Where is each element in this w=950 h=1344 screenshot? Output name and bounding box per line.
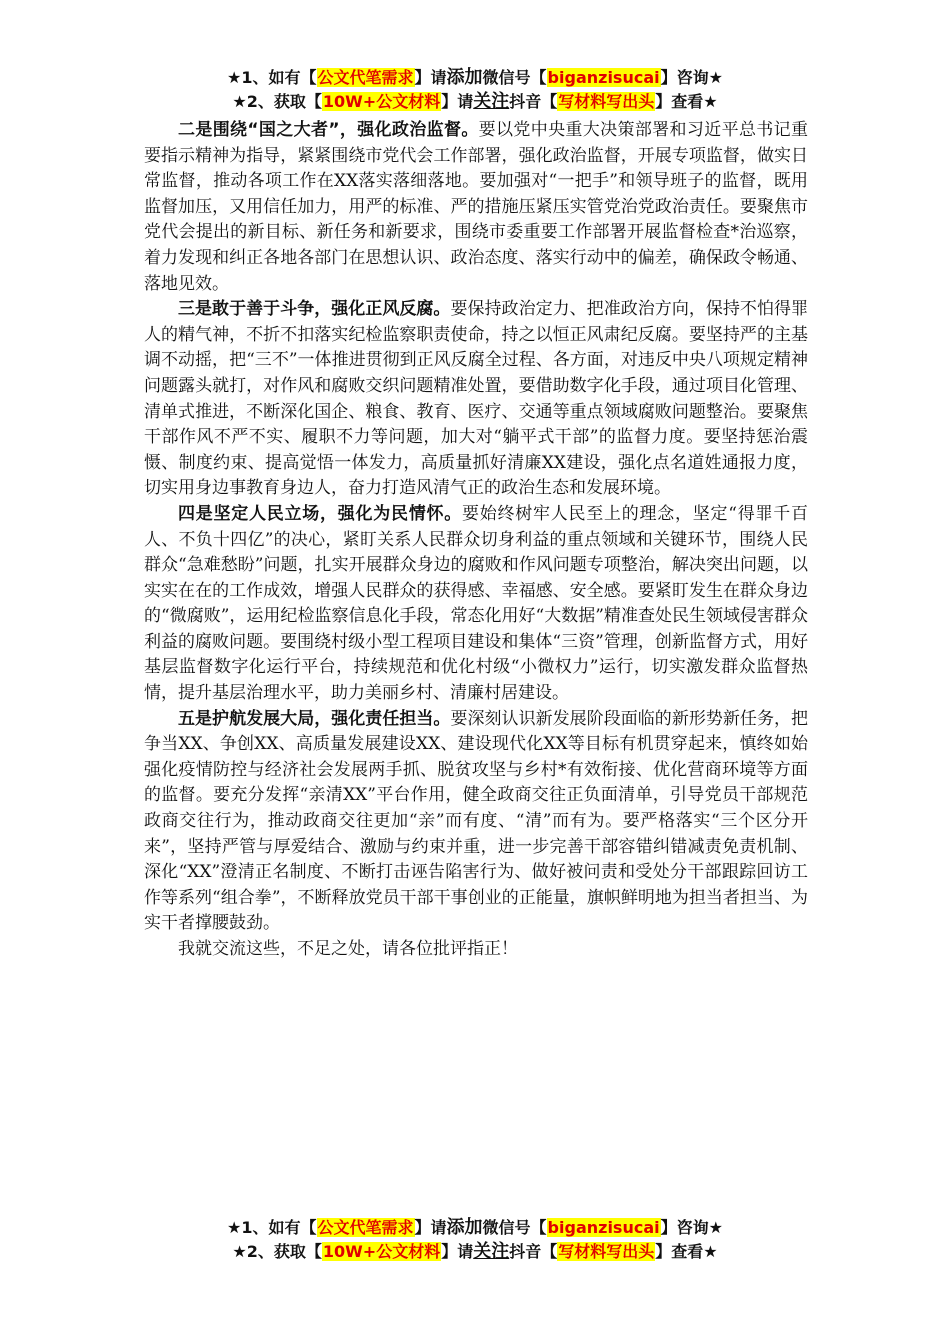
highlight-wechat-id: biganzisucai — [547, 68, 660, 87]
banner-text: 】查看★ — [655, 92, 718, 111]
banner-text: ★2、获取【 — [232, 92, 322, 111]
paragraph — [144, 502, 808, 707]
banner-emphasis: 关注 — [473, 91, 510, 112]
highlight-douyin: 写材料写出头 — [558, 1242, 655, 1261]
highlight-douyin: 写材料写出头 — [558, 92, 655, 111]
banner-text: 微信号【 — [482, 68, 547, 87]
banner-text: 】请 — [441, 92, 474, 111]
highlight-service: 公文代笔需求 — [317, 68, 414, 87]
paragraph — [144, 297, 808, 502]
paragraph-body: 要深刻认识新发展阶段面临的新形势新任务，把争当XX、争创XX、高质量发展建设XX、建设现代化XX等目标有机贯穿起来，慎终如始强化疫情防控与经济社会发展两手抓、脱贫攻坚与乡村*有效衔接、优化营商环境等方面的监督。要充分发挥“亲清XX”平台作用，健全政商交往正负面清单，引导党员干部规范政商交往行为，推动政商交往更加“亲”而有度、“清”而有为。要严格落实“三个区分开来”，坚持严管与厚爱结合、激励与约束并重，进一步完善干部容错纠错减责免责机制、深化“XX”澄清正名制度、不断打击诬告陷害行为、做好被问责和受处分干部跟踪回访工作等系列“组合拳”，不断释放党员干部干事创业的正能量，旗帜鲜明地为担当者担当、为实干者撑腰鼓劲。 — [144, 708, 809, 934]
banner-text: ★2、获取【 — [232, 1242, 322, 1261]
paragraph-lead: 四是坚定人民立场，强化为民情怀。 — [178, 503, 463, 524]
banner-line-1 — [0, 66, 950, 90]
banner-line-2 — [0, 90, 950, 114]
banner-text: 】请 — [414, 1218, 447, 1237]
paragraph-lead: 五是护航发展大局，强化责任担当。 — [178, 708, 451, 729]
banner-text: 】咨询★ — [660, 68, 723, 87]
closing-paragraph — [144, 937, 808, 963]
banner-text: 】请 — [414, 68, 447, 87]
paragraph-body: 要始终树牢人民至上的理念，坚定“得罪千百人、不负十四亿”的决心，紧盯关系人民群众切身利益的重点领域和关键环节，围绕人民群众“急难愁盼”问题，扎实开展群众身边的腐败和作风问题专项整治，解决突出问题，以实实在在的工作成效，增强人民群众的获得感、幸福感、安全感。要紧盯发生在群众身边的“微腐败”，运用纪检监察信息化手段，常态化用好“大数据”精准查处民生领域侵害群众利益的腐败问题。要围绕村级小型工程项目建设和集体“三资”管理，创新监督方式，用好基层监督数字化运行平台，持续规范和优化村级“小微权力”运行，切实激发群众监督热情，提升基层治理水平，助力美丽乡村、清廉村居建设。 — [144, 503, 808, 704]
banner-emphasis: 添加 — [446, 67, 483, 88]
banner-text: 】查看★ — [655, 1242, 718, 1261]
banner-text: 抖音【 — [509, 1242, 558, 1261]
paragraph-body: 要以党中央重大决策部署和习近平总书记重要指示精神为指导，紧紧围绕市党代会工作部署，强化政治监督，开展专项监督，做实日常监督，推动各项工作在XX落实落细落地。要加强对“一把手”和领导班子的监督，既用监督加压，又用信任加力，用严的标准、严的措施压紧压实管党治党政治责任。要聚焦市党代会提出的新目标、新任务和新要求，围绕市委重要工作部署开展监督检查*治巡察，着力发现和纠正各地各部门在思想认识、政治态度、落实行动中的偏差，确保政令畅通、落地见效。 — [144, 120, 808, 294]
paragraph-body: 要保持政治定力、把准政治方向，保持不怕得罪人的精气神，不折不扣落实纪检监察职责使命，持之以恒正风肃纪反腐。要坚持严的主基调不动摇，把“三不”一体推进贯彻到正风反腐全过程、各方面，对违反中央八项规定精神问题露头就打，对作风和腐败交织问题精准处置，要借助数字化手段，通过项目化管理、清单式推进，不断深化国企、粮食、教育、医疗、交通等重点领域腐败问题整治。要聚焦干部作风不严不实、履职不力等问题，加大对“躺平式干部”的监督力度。要坚持惩治震慑、制度约束、提高觉悟一体发力，高质量抓好清廉XX建设，强化点名道姓通报力度，切实用身边事教育身边人，奋力打造风清气正的政治生态和发展环境。 — [144, 299, 809, 499]
document-body — [144, 118, 808, 963]
banner-line-1 — [0, 1216, 950, 1240]
banner-text: 微信号【 — [482, 1218, 547, 1237]
paragraph-body: 我就交流这些，不足之处，请各位批评指正！ — [178, 939, 518, 959]
banner-emphasis: 关注 — [473, 1241, 510, 1262]
paragraph-lead: 三是敢于善于斗争，强化正风反腐。 — [178, 299, 451, 320]
paragraph-lead: 二是围绕“国之大者”，强化政治监督。 — [178, 120, 479, 140]
banner-emphasis: 添加 — [446, 1217, 483, 1238]
paragraph — [144, 118, 808, 297]
banner-line-2 — [0, 1240, 950, 1264]
footer-banner — [0, 1216, 950, 1264]
highlight-service: 公文代笔需求 — [317, 1218, 414, 1237]
banner-text: 】咨询★ — [660, 1218, 723, 1237]
highlight-materials: 10W+公文材料 — [322, 92, 441, 111]
header-banner — [0, 66, 950, 114]
highlight-materials: 10W+公文材料 — [322, 1242, 441, 1261]
banner-text: ★1、如有【 — [227, 1218, 317, 1237]
paragraph — [144, 707, 808, 937]
banner-text: 】请 — [441, 1242, 474, 1261]
highlight-wechat-id: biganzisucai — [547, 1218, 660, 1237]
banner-text: 抖音【 — [509, 92, 558, 111]
banner-text: ★1、如有【 — [227, 68, 317, 87]
